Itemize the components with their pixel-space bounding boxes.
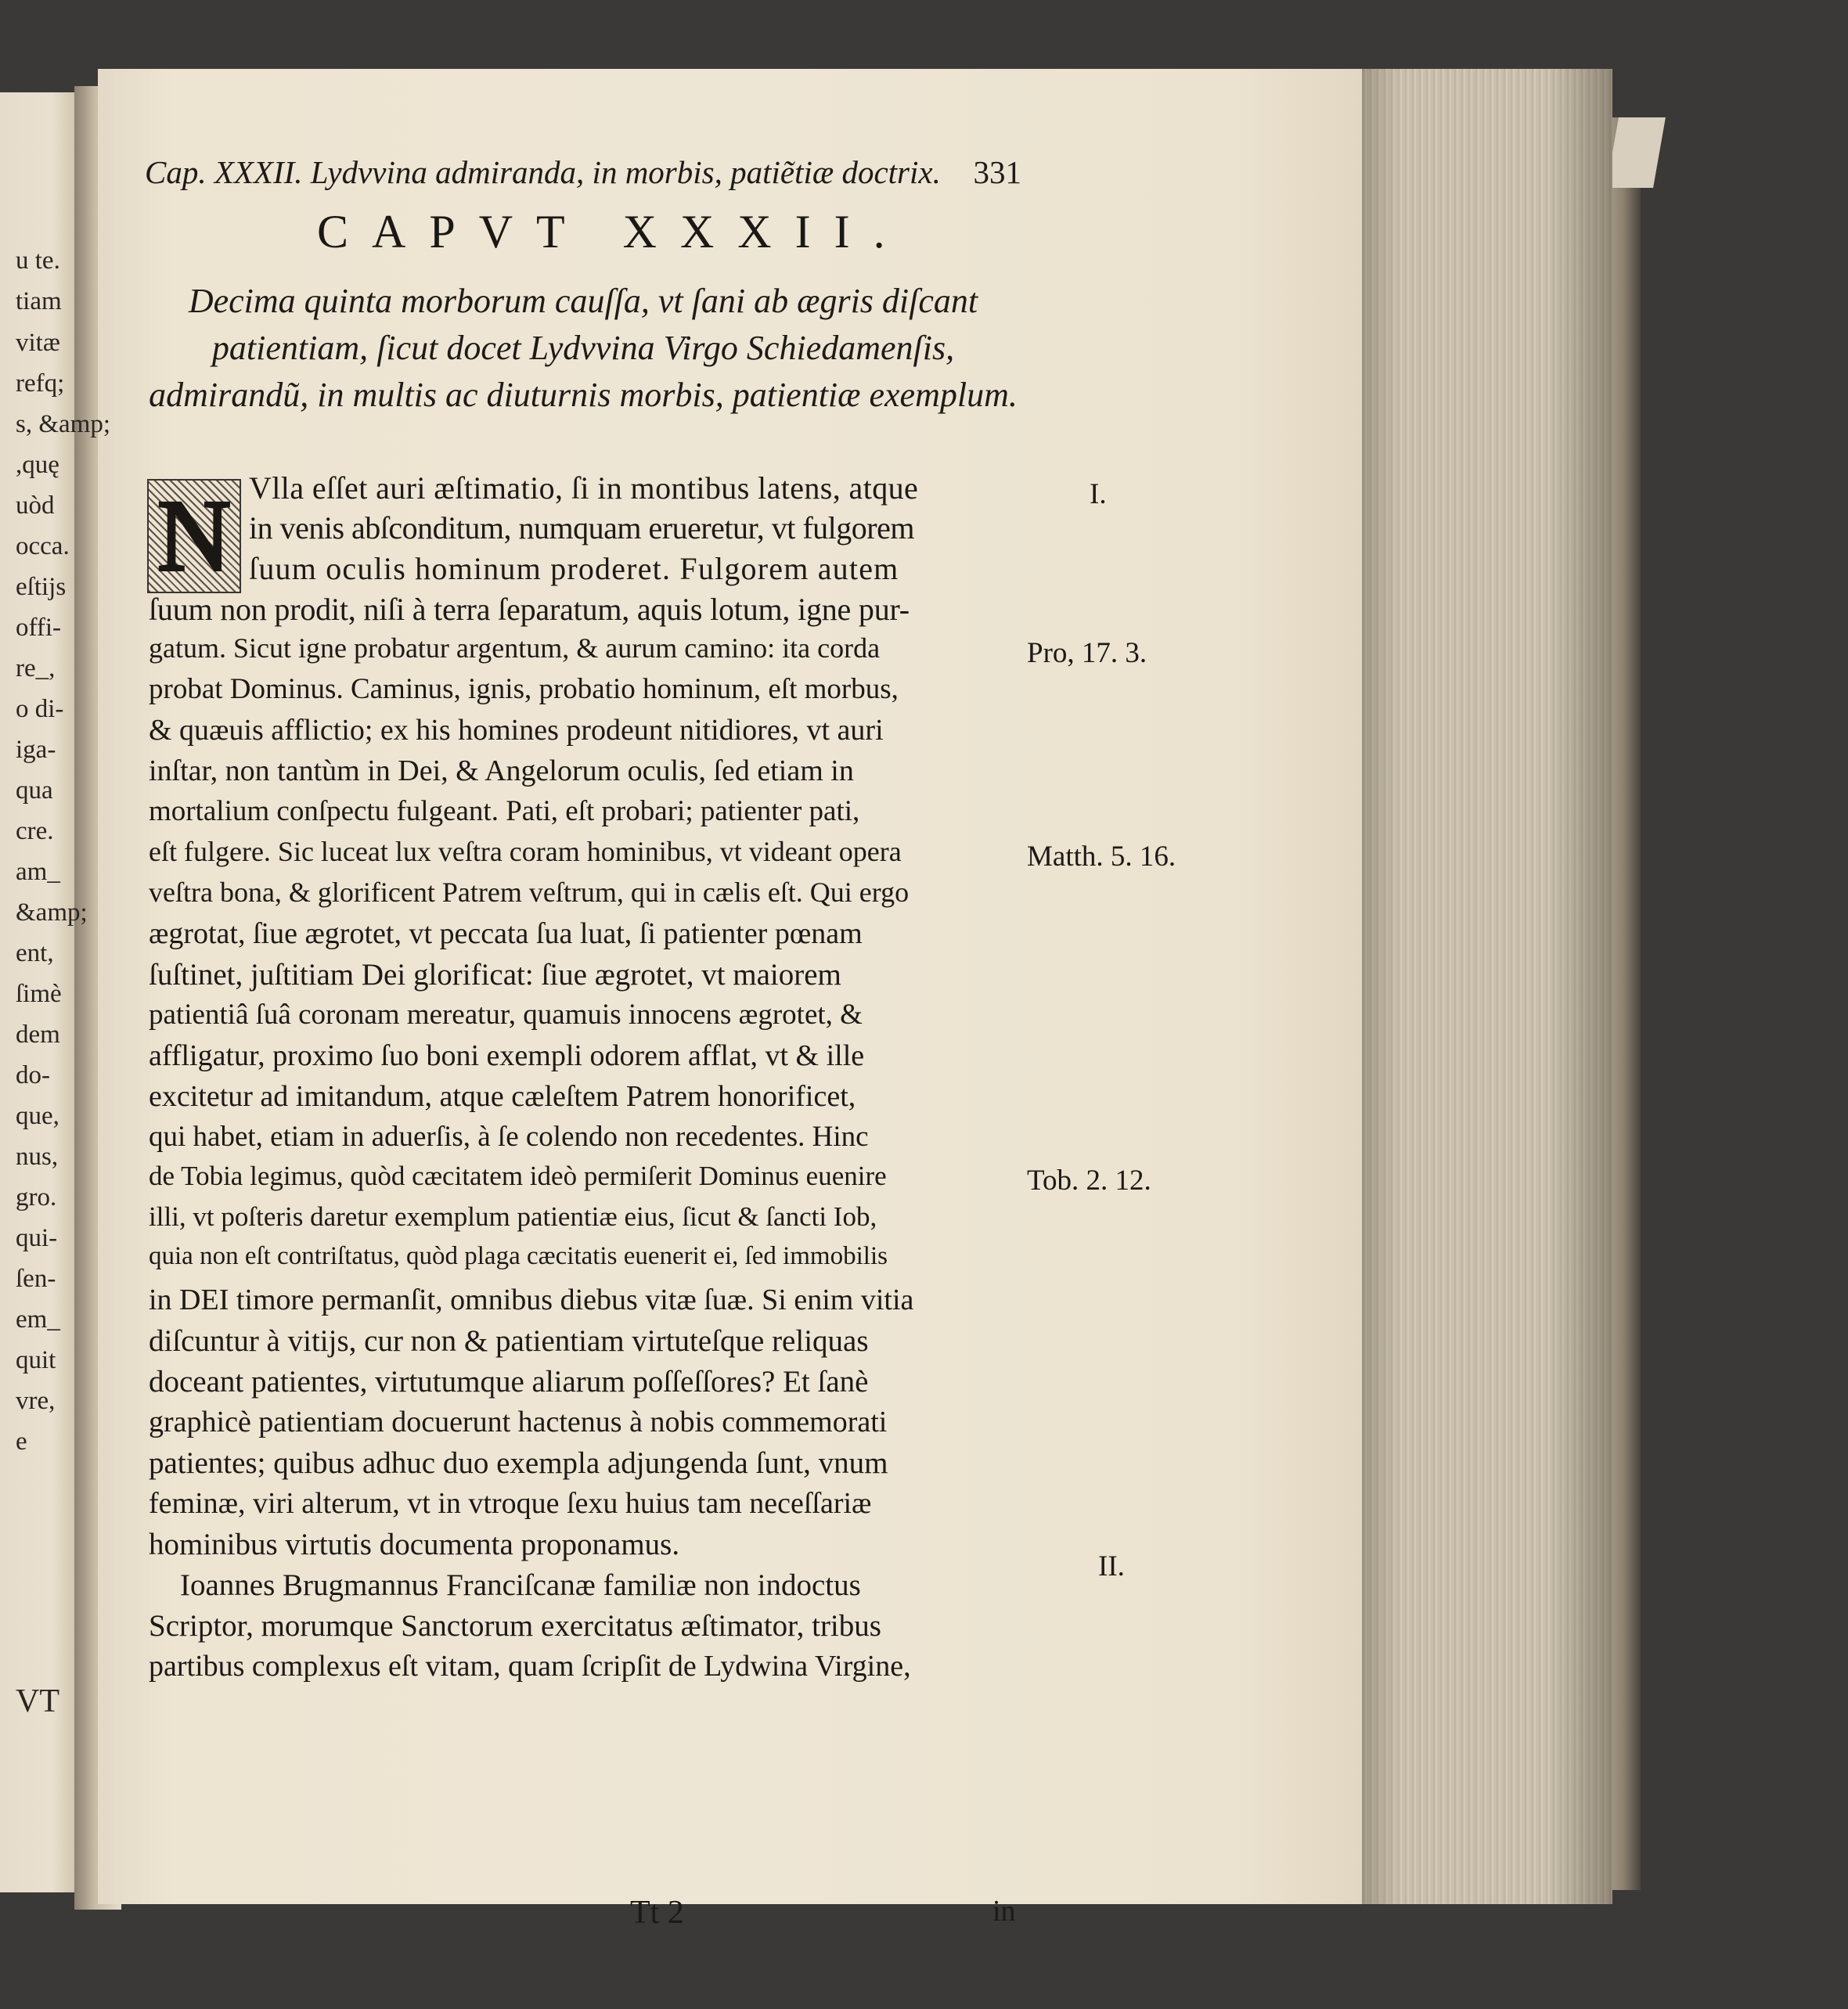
body-line: Ioannes Brugmannus Franciſcanæ familiæ non indoctus — [180, 1568, 861, 1602]
left-page-line: em_ — [16, 1305, 60, 1334]
fore-edge-shade — [1354, 69, 1612, 1904]
left-page-line: &amp; — [16, 898, 88, 927]
margin-ref-matthew: Matth. 5. 16. — [1027, 841, 1176, 873]
catchword: in — [992, 1895, 1016, 1928]
left-page-line: qua — [16, 776, 53, 805]
left-page-line: ,quę — [16, 451, 59, 479]
left-page-line: ſen- — [16, 1265, 56, 1293]
body-line: de Tobia legimus, quòd cæcitatem ideò permiſerit Dominus euenire — [149, 1161, 887, 1191]
left-page-line: cre. — [16, 817, 54, 845]
left-page-line: quit — [16, 1346, 56, 1374]
body-line: hominibus virtutis documenta proponamus. — [149, 1528, 680, 1561]
left-page-line: uòd — [16, 491, 55, 520]
left-page-line: gro. — [16, 1183, 57, 1212]
body-line: in DEI timore permanſit, omnibus diebus vitæ ſuæ. Si enim vitia — [149, 1284, 914, 1316]
margin-ref-tobit: Tob. 2. 12. — [1027, 1165, 1151, 1197]
body-line: patientiâ ſuâ coronam mereatur, quamuis innocens ægrotet, & — [149, 999, 863, 1031]
left-page-line: u te. — [16, 247, 60, 275]
body-line: qui habet, etiam in aduerſis, à ſe colendo non recedentes. Hinc — [149, 1121, 869, 1153]
drop-cap-letter: N — [157, 480, 231, 592]
left-page-line: am_ — [16, 858, 60, 886]
body-line: illi, vt poſteris daretur exemplum patientiæ eius, ſicut & ſancti Iob, — [149, 1201, 877, 1232]
left-page-line: o di- — [16, 695, 64, 723]
body-line: graphicè patientiam docuerunt hactenus à nobis commemorati — [149, 1406, 888, 1438]
body-line: doceant patientes, virtutumque aliarum poſſeſſores? Et ſanè — [149, 1365, 869, 1399]
body-line: excitetur ad imitandum, atque cæleſtem Patrem honorificet, — [149, 1080, 856, 1113]
left-page-line: re_, — [16, 654, 56, 682]
body-line: partibus complexus eſt vitam, quam ſcripſit de Lydwina Virgine, — [149, 1650, 911, 1683]
drop-cap — [147, 479, 241, 593]
left-page-line: nus, — [16, 1143, 59, 1171]
body-line: patientes; quibus adhuc duo exempla adjungenda ſunt, vnum — [149, 1446, 888, 1480]
left-page-line: qui- — [16, 1224, 58, 1252]
left-page-line: VT — [16, 1683, 59, 1719]
page-number: 331 — [973, 154, 1021, 190]
body-line: ægrotat, ſiue ægrotet, vt peccata ſua luat, ſi patienter pœnam — [149, 917, 863, 950]
running-head-text: Cap. XXXII. Lydvvina admiranda, in morbis, patiẽtiæ doctrix. — [145, 154, 941, 190]
body-line: inſtar, non tantùm in Dei, & Angelorum oculis, ſed etiam in — [149, 754, 854, 787]
body-line: ſuum non prodit, niſi à terra ſeparatum, aquis lotum, igne pur- — [149, 592, 910, 627]
left-page-line: iga- — [16, 736, 56, 764]
left-page-line: do- — [16, 1061, 50, 1089]
body-line: ſuſtinet, juſtitiam Dei glorificat: ſiue ægrotet, vt maiorem — [149, 958, 841, 992]
body-line: in venis abſconditum, numquam erueretur, vt fulgorem — [249, 510, 914, 545]
body-line: Vlla eſſet auri æſtimatio, ſi in montibus latens, atque — [249, 470, 919, 506]
body-line: feminæ, viri alterum, vt in vtroque ſexu huius tam neceſſariæ — [149, 1487, 872, 1520]
body-line: eſt fulgere. Sic luceat lux veſtra coram hominibus, vt videant opera — [149, 836, 902, 867]
body-line: Scriptor, morumque Sanctorum exercitatus æſtimator, tribus — [149, 1609, 881, 1643]
chapter-title: CAPVT XXXII. — [317, 206, 909, 257]
left-page-line: vitæ — [16, 329, 60, 357]
body-line: affligatur, proximo ſuo boni exempli odorem afflat, vt & ille — [149, 1039, 865, 1072]
margin-section-2: II. — [1098, 1550, 1125, 1582]
body-line: mortalium conſpectu fulgeant. Pati, eſt probari; patienter pati, — [149, 795, 860, 827]
body-line: & quæuis afflictio; ex his homines prodeunt nitidiores, vt auri — [149, 714, 884, 747]
chapter-subtitle: Decima quinta morborum cauſſa, vt ſani ab ægris diſcant patientiam, ſicut docet Lydvvina Virgo Schiedamenſis, admirandũ, in multis ac diuturnis morbis, patientiæ exemplum. — [149, 282, 1018, 414]
running-head — [145, 153, 1021, 200]
left-page-line: s, &amp; — [16, 410, 110, 438]
left-page-line: eſtijs — [16, 573, 67, 601]
body-line: diſcuntur à vitijs, cur non & patientiam virtuteſque reliquas — [149, 1324, 869, 1358]
left-page-line: que, — [16, 1102, 59, 1130]
body-line: probat Dominus. Caminus, ignis, probatio hominum, eſt morbus, — [149, 673, 899, 705]
left-page-line: offi- — [16, 614, 62, 642]
body-line: ſuum oculis hominum proderet. Fulgorem autem — [249, 551, 899, 586]
left-page-line: ſimè — [16, 980, 62, 1008]
left-page-line: occa. — [16, 532, 70, 560]
body-line: quia non eſt contriſtatus, quòd plaga cæcitatis euenerit ei, ſed immobilis — [149, 1242, 888, 1270]
left-page-line: refq; — [16, 369, 65, 398]
left-page-line: vre, — [16, 1387, 56, 1415]
left-page-line: tiam — [16, 287, 62, 315]
body-line: veſtra bona, & glorificent Patrem veſtrum, qui in cælis eſt. Qui ergo — [149, 877, 910, 908]
margin-section-1: I. — [1090, 478, 1107, 510]
signature-mark: Tt 2 — [630, 1895, 684, 1931]
body-line: gatum. Sicut igne probatur argentum, & aurum camino: ita corda — [149, 632, 881, 664]
left-page-line: ent, — [16, 939, 54, 967]
margin-ref-proverbs: Pro, 17. 3. — [1027, 637, 1147, 669]
left-page-line: e — [16, 1428, 27, 1456]
left-page-line: dem — [16, 1021, 60, 1049]
